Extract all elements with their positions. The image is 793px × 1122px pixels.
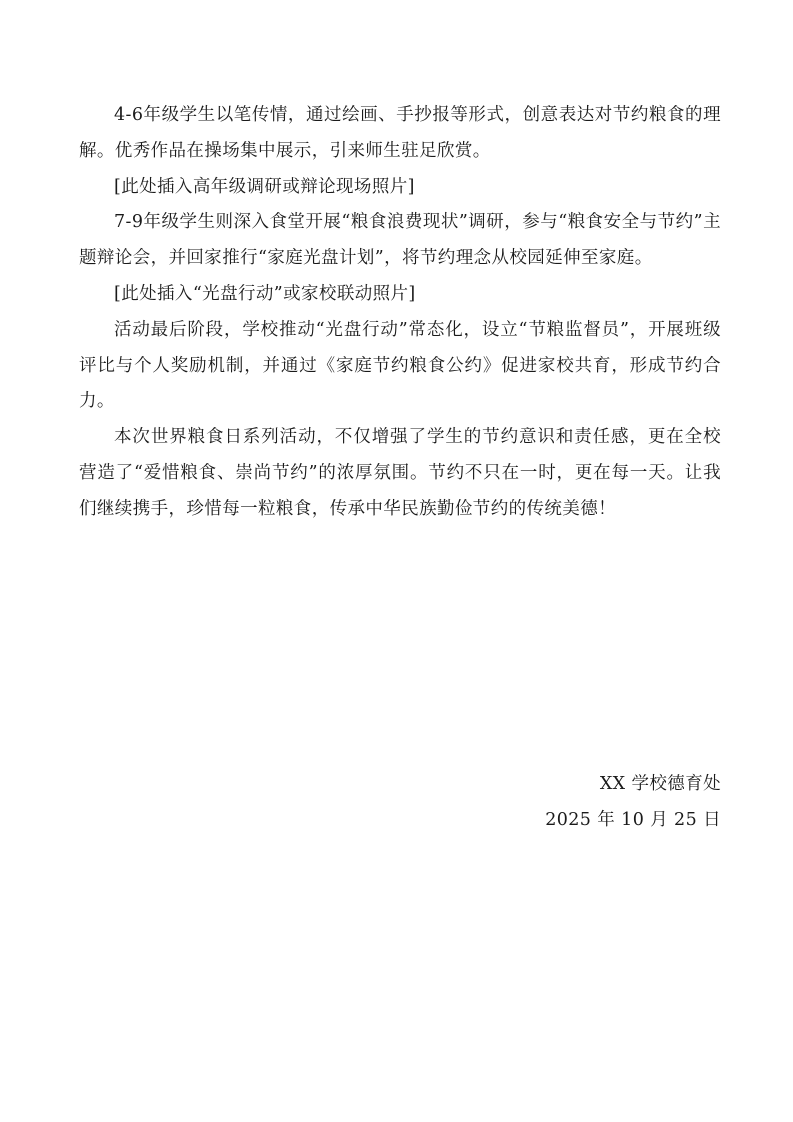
signature-date: 2025 年 10 月 25 日	[545, 809, 721, 830]
document-body	[79, 98, 721, 528]
photo-placeholder-clean-plate: [此处插入“光盘行动”或家校联动照片]	[114, 283, 416, 304]
paragraph-grade-7-9: 7-9年级学生则深入食堂开展“粮食浪费现状”调研，参与“粮食安全与节约”主题辩论会，并回家推行“家庭光盘计划”，将节约理念从校园延伸至家庭。	[79, 212, 721, 269]
paragraph-grade-4-6: 4-6年级学生以笔传情，通过绘画、手抄报等形式，创意表达对节约粮食的理解。优秀作品在操场集中展示，引来师生驻足欣赏。	[79, 105, 721, 161]
signature-organization: XX 学校德育处	[599, 774, 721, 794]
paragraph-conclusion: 本次世界粮食日系列活动，不仅增强了学生的节约意识和责任感，更在全校营造了“爱惜粮食、崇尚节约”的浓厚氛围。节约不只在一时，更在每一天。让我们继续携手，珍惜每一粒粮食，传承中华民族勤俭节约的传统美德！	[79, 427, 721, 519]
paragraph-final-stage: 活动最后阶段，学校推动“光盘行动”常态化，设立“节粮监督员”，开展班级评比与个人奖励机制，并通过《家庭节约粮食公约》促进家校共育，形成节约合力。	[79, 319, 721, 412]
signature-block	[545, 767, 721, 839]
photo-placeholder-debate: [此处插入高年级调研或辩论现场照片]	[114, 176, 415, 197]
